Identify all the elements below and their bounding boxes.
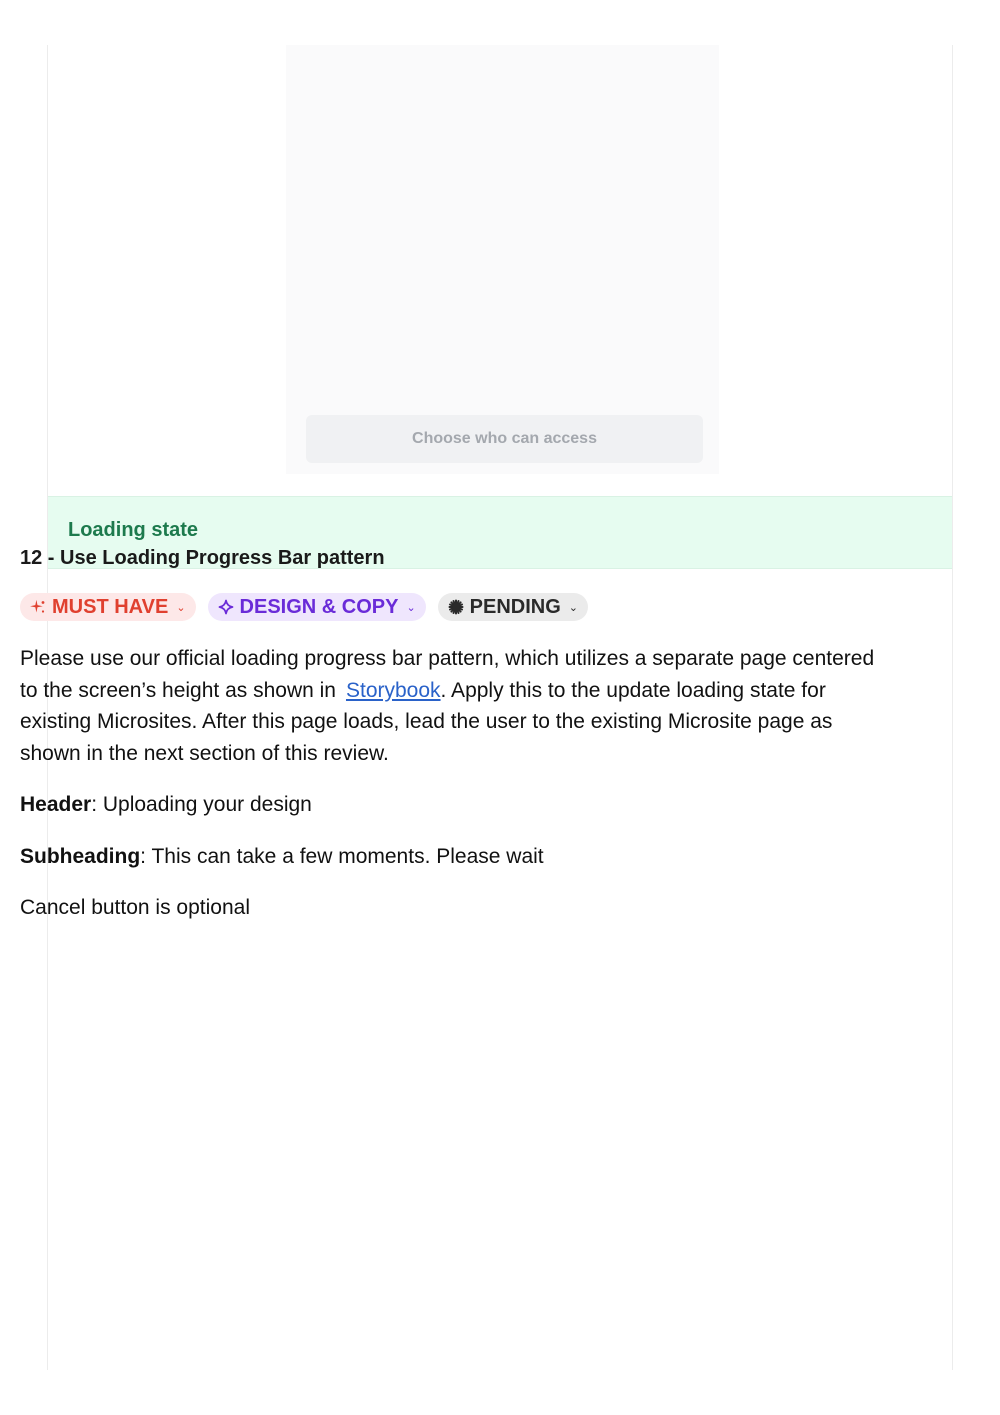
description-text: Please use our official loading progress bar pattern, which utilizes a separate page centered to the screen’s height as shown in xyxy=(20,647,875,702)
tag-design-copy[interactable] xyxy=(208,593,426,621)
storybook-link[interactable]: Storybook xyxy=(345,678,441,702)
subheading-value: : This can take a few moments. Please wait xyxy=(140,844,544,868)
tag-label: DESIGN & COPY xyxy=(239,595,399,618)
phone-mockup xyxy=(286,45,719,474)
burst-icon xyxy=(448,599,464,615)
tag-row xyxy=(20,593,880,621)
header-value: : Uploading your design xyxy=(91,793,312,816)
chevron-down-icon: ⌄ xyxy=(568,601,579,614)
description-text-continued: . Apply this to the update loading state for existing Microsites. After this page loads, lead the user to the existing Microsite page as shown in the next section of this review. xyxy=(20,678,833,765)
subheading-spec xyxy=(20,841,880,873)
chevron-down-icon: ⌄ xyxy=(406,601,416,614)
sparkle-icon xyxy=(30,599,46,615)
item-title: 12 - Use Loading Progress Bar pattern xyxy=(20,547,385,569)
tag-label: PENDING xyxy=(469,595,561,618)
review-item xyxy=(20,545,880,944)
choose-access-button[interactable]: Choose who can access xyxy=(306,415,703,463)
section-title: Loading state xyxy=(68,519,199,541)
cancel-note: Cancel button is optional xyxy=(20,896,250,919)
tag-pending[interactable] xyxy=(438,593,588,621)
description-paragraph xyxy=(20,643,880,769)
subheading-label: Subheading xyxy=(20,844,141,868)
tag-label: MUST HAVE xyxy=(52,595,169,618)
header-label: Header xyxy=(20,793,92,816)
chevron-down-icon: ⌄ xyxy=(176,601,186,614)
embedded-screenshot xyxy=(48,45,952,496)
star-outline-icon xyxy=(218,599,234,615)
tag-must-have[interactable] xyxy=(20,593,196,621)
header-spec xyxy=(20,789,880,821)
